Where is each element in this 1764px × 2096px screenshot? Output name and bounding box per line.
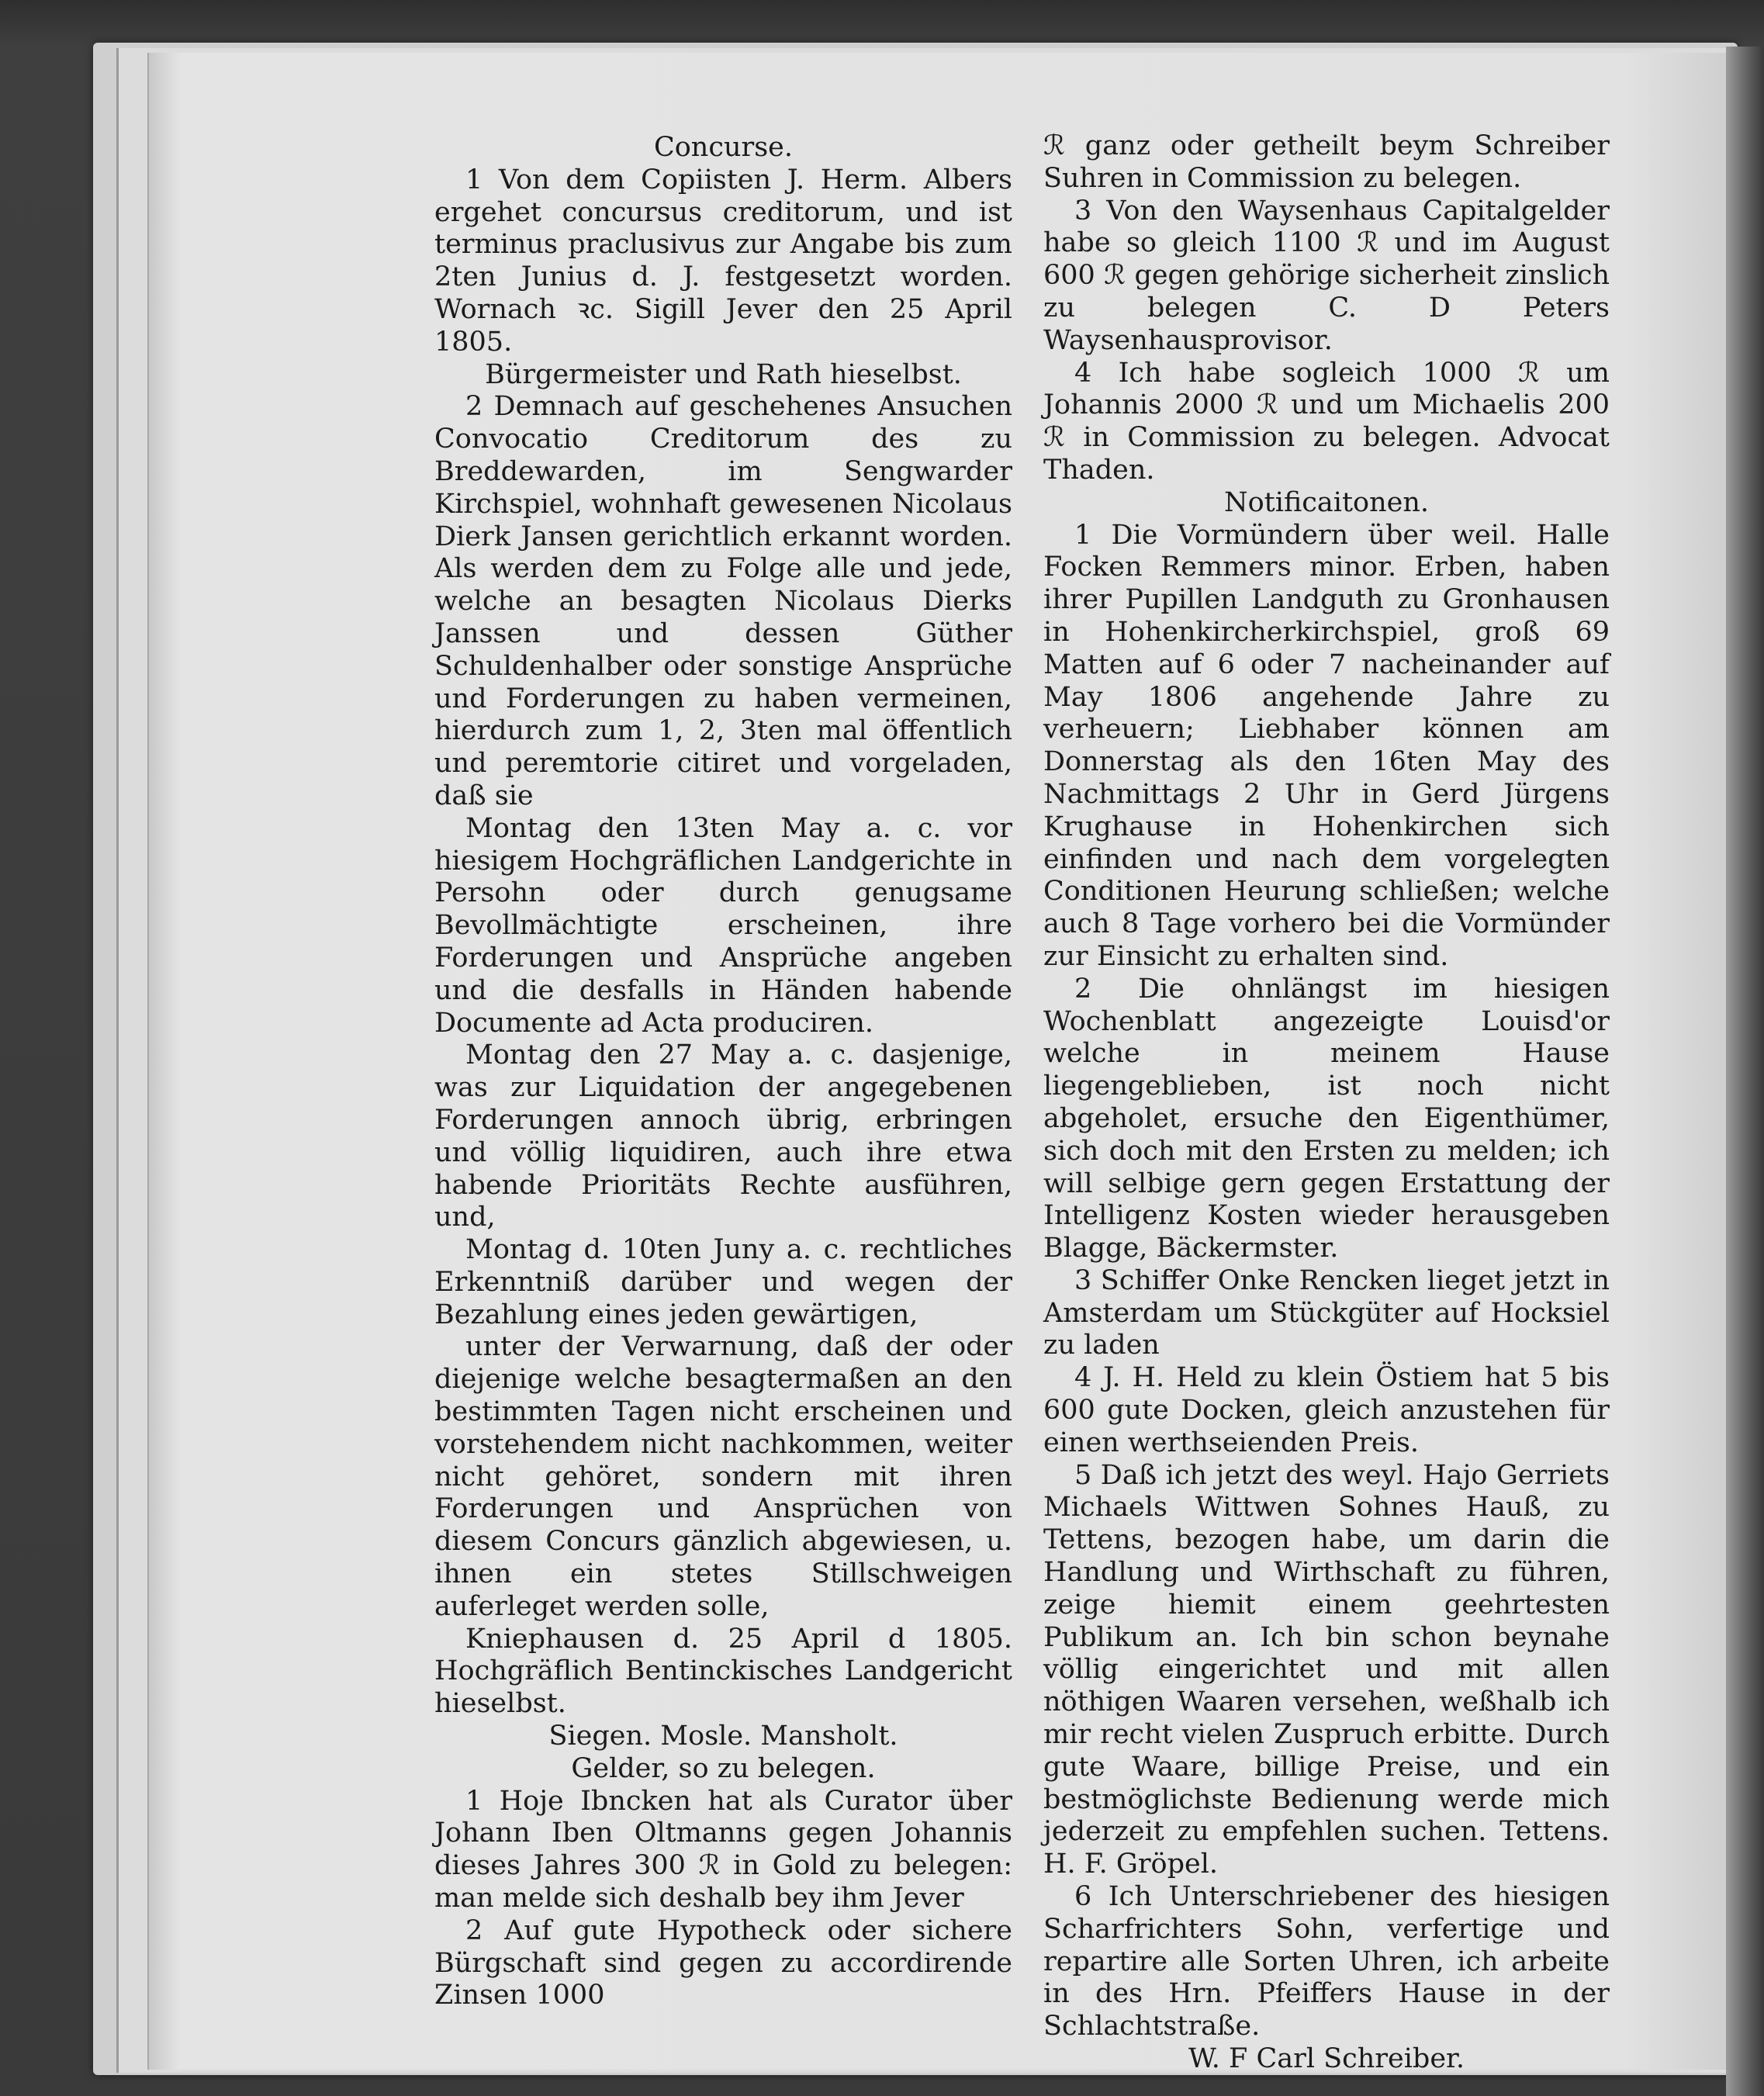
concurse-item-1-signature: Bürgermeister und Rath hieselbst. [485, 358, 962, 390]
gelder-item-1: 1 Hoje Ibncken hat als Curator über Johann Iben Oltmanns gegen Johannis dieses Jahres 300 ℛ in Gold zu belegen: man melde sich deshalb bey ihm Jever [434, 1785, 1012, 1914]
gelder-item-2-continued: ℛ ganz oder getheilt beym Schreiber Suhren in Commission zu belegen. [1043, 130, 1610, 194]
gelder-item-3: 3 Von den Waysenhaus Capitalgelder habe so gleich 1100 ℛ und im August 600 ℛ gegen gehörige sicherheit zinslich zu belegen C. D Peters Waysenhausprovisor. [1043, 195, 1610, 356]
notification-item-2: 2 Die ohnlängst im hiesigen Wochenblatt angezeigte Louisd'or welche in meinem Hause liegengeblieben, ist noch nicht abgeholet, ersuche den Eigenthümer, sich doch mit den Ersten zu melden; ich will selbige gern gegen Erstattung der Intelligenz Kosten wieder herausgeben Blagge, Bäckermster. [1043, 973, 1610, 1264]
notification-item-6: 6 Ich Unterschriebener des hiesigen Scharfrichters Sohn, verfertige und repartire alle Sorten Uhren, ich arbeite in des Hrn. Pfeiffers Hause in der Schlachtstraße. [1043, 1881, 1610, 2042]
left-column [434, 132, 1012, 2012]
concurse-item-2-signature: Siegen. Mosle. Mansholt. [548, 1721, 898, 1752]
notification-item-3: 3 Schiffer Onke Rencken lieget jetzt in Amsterdam um Stückgüter auf Hocksiel zu laden [1043, 1264, 1610, 1361]
gelder-item-4: 4 Ich habe sogleich 1000 ℛ um Johannis 2000 ℛ und um Michaelis 200 ℛ in Commission zu belegen. Advocat Thaden. [1043, 357, 1610, 486]
concurse-item-2-paragraph-4: unter der Verwarnung, daß der oder diejenige welche besagtermaßen an den bestimmten Tagen nicht erscheinen und vorstehendem nicht nachkommen, weiter nicht gehöret, sondern mit ihren Forderungen und Ansprüchen von diesem Concurs gänzlich abgewiesen, u. ihnen ein stetes Stillschweigen auferleget werden solle, [434, 1331, 1012, 1622]
right-column [1043, 130, 1610, 2076]
notifications-heading: Notificaitonen. [1223, 486, 1430, 518]
concurse-item-1: 1 Von dem Copiisten J. Herm. Albers ergehet concursus creditorum, und ist terminus praclusivus zur Angabe bis zum 2ten Junius d. J. festgesetzt worden. Wornach ꝛc. Sigill Jever den 25 April 1805. [434, 164, 1012, 358]
notification-item-4: 4 J. H. Held zu klein Östiem hat 5 bis 600 gute Docken, gleich anzustehen für einen werthseienden Preis. [1043, 1362, 1610, 1458]
binding-shadow [1726, 47, 1764, 2096]
concurse-item-2-paragraph-1: Montag den 13ten May a. c. vor hiesigem Hochgräflichen Landgerichte in Persohn oder durch genugsame Bevollmächtigte erscheinen, ihre Forderungen und Ansprüche angeben und die desfalls in Händen habende Documente ad Acta produciren. [434, 812, 1012, 1039]
concurse-item-2-paragraph-5: Kniephausen d. 25 April d 1805. Hochgräflich Bentinckisches Landgericht hieselbst. [434, 1623, 1012, 1720]
gelder-item-2: 2 Auf gute Hypotheck oder sichere Bürgschaft sind gegen zu accordirende Zinsen 1000 [434, 1914, 1012, 2011]
concurse-item-2-paragraph-2: Montag den 27 May a. c. dasjenige, was zur Liquidation der angegebenen Forderungen annoch übrig, erbringen und völlig liquidiren, auch ihre etwa habende Prioritäts Rechte ausführen, und, [434, 1039, 1012, 1233]
gelder-heading: Gelder, so zu belegen. [571, 1752, 876, 1784]
concurse-item-2-paragraph-3: Montag d. 10ten Juny a. c. rechtliches Erkenntniß darüber und wegen der Bezahlung eines jeden gewärtigen, [434, 1234, 1012, 1330]
concurse-heading: Concurse. [653, 132, 794, 163]
notification-item-6-signature: W. F Carl Schreiber. [1188, 2043, 1465, 2075]
notification-item-1: 1 Die Vormündern über weil. Halle Focken Remmers minor. Erben, haben ihrer Pupillen Landguth zu Gronhausen in Hohenkircherkirchspiel, groß 69 Matten auf 6 oder 7 nacheinander auf May 1806 angehende Jahre zu verheuern; Liebhaber können am Donnerstag als den 16ten May des Nachmittags 2 Uhr in Gerd Jürgens Krughause in Hohenkirchen sich einfinden und nach dem vorgelegten Conditionen Heurung schließen; welche auch 8 Tage vorhero bei die Vormünder zur Einsicht zu erhalten sind. [1043, 519, 1610, 972]
concurse-item-2-intro: 2 Demnach auf geschehenes Ansuchen Convocatio Creditorum des zu Breddewarden, im Sengwarder Kirchspiel, wohnhaft gewesenen Nicolaus Dierk Jansen gerichtlich erkannt worden. Als werden dem zu Folge alle und jede, welche an besagten Nicolaus Dierks Janssen und dessen Güther Schuldenhalber oder sonstige Ansprüche und Forderungen zu haben vermeinen, hierdurch zum 1, 2, 3ten mal öffentlich und peremtorie citiret und vorgeladen, daß sie [434, 391, 1012, 811]
notification-item-5: 5 Daß ich jetzt des weyl. Hajo Gerriets Michaels Wittwen Sohnes Hauß, zu Tettens, bezogen habe, um darin die Handlung und Wirthschaft zu führen, zeige hiemit einem geehrtesten Publikum an. Ich bin schon beynahe völlig eingerichtet und mit allen nöthigen Waaren versehen, weßhalb ich mir recht vielen Zuspruch erbitte. Durch gute Waare, billige Preise, und ein bestmöglichste Bedienung werde mich jederzeit zu empfehlen suchen. Tettens. H. F. Gröpel. [1043, 1459, 1610, 1880]
